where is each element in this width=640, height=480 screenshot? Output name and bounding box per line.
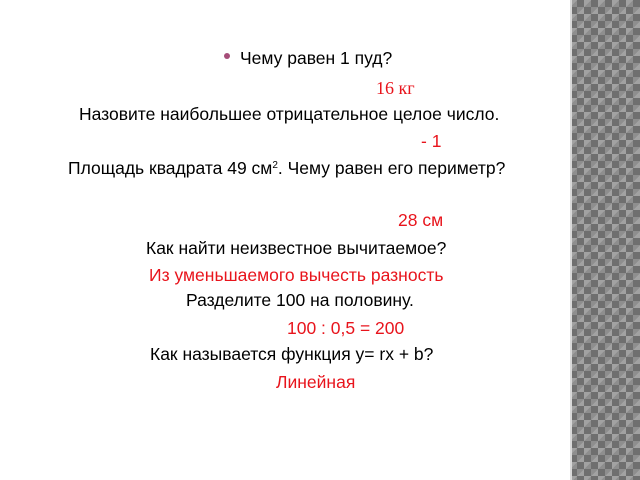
question-1: Чему равен 1 пуд? (240, 48, 393, 68)
question-3-text-end: . Чему равен его периметр? (277, 158, 506, 178)
question-6: Как называется функция y= rx + b? (150, 344, 434, 364)
answer-1: 16 кг (376, 78, 415, 98)
strip-edge-divider (570, 0, 572, 480)
superscript-2: 2 (272, 160, 278, 171)
question-2: Назовите наибольшее отрицательное целое число. (79, 104, 500, 124)
answer-6: Линейная (276, 372, 356, 392)
bullet-dot-icon (224, 53, 230, 59)
question-3 (68, 157, 505, 179)
answer-5: 100 : 0,5 = 200 (287, 318, 405, 338)
answer-2: - 1 (421, 131, 442, 151)
question-3-text: Площадь квадрата 49 см (68, 158, 273, 178)
question-5: Разделите 100 на половину. (186, 290, 414, 310)
answer-3: 28 см (398, 210, 444, 230)
decorative-pattern-strip (570, 0, 640, 480)
answer-4: Из уменьшаемого вычесть разность (149, 265, 444, 285)
question-4: Как найти неизвестное вычитаемое? (146, 238, 447, 258)
